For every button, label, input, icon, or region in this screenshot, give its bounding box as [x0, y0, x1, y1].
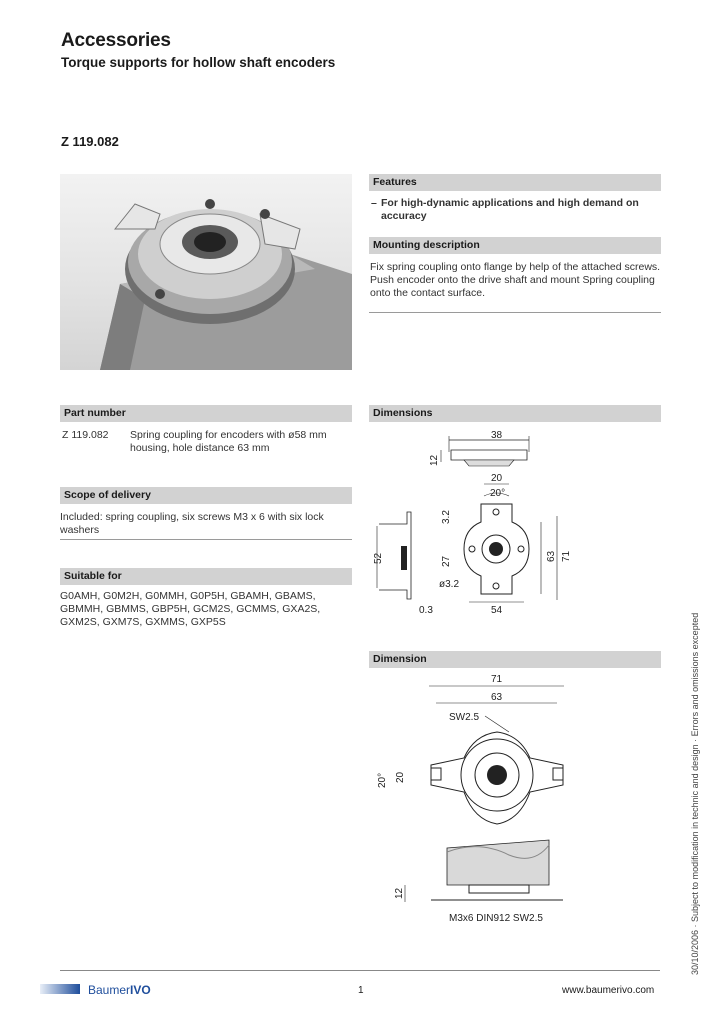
dim-phi-3-2: ø3.2 — [439, 579, 460, 590]
dim-20-deg: 20° — [490, 488, 506, 499]
brand-bar-icon — [40, 984, 80, 994]
suitable-heading: Suitable for — [60, 568, 352, 585]
dim-71: 71 — [561, 550, 572, 562]
dim2-screw: M3x6 DIN912 SW2.5 — [449, 913, 543, 924]
dim-27: 27 — [441, 555, 452, 567]
page-title: Accessories — [61, 30, 171, 51]
suitable-text: G0AMH, G0M2H, G0MMH, G0P5H, GBAMH, GBAMS, GBMMH, GBMMS, GBP5H, GCM2S, GCMMS, GXA2S, GXM2S, GXM7S, GXMMS, GXP5S — [60, 590, 321, 628]
product-photo — [60, 174, 352, 370]
product-code: Z 119.082 — [61, 134, 119, 149]
dim2-63: 63 — [491, 692, 503, 703]
dim-63: 63 — [546, 550, 557, 562]
dimension-drawing — [369, 670, 661, 935]
scope-text: Included: spring coupling, six screws M3 x 6 with six lock washers — [60, 511, 324, 536]
dim-52: 52 — [373, 552, 384, 564]
dim-0-3: 0.3 — [419, 605, 433, 616]
brand-logo[interactable] — [88, 983, 151, 997]
page-subtitle: Torque supports for hollow shaft encoders — [61, 55, 336, 70]
dim-3-2: 3.2 — [441, 510, 452, 524]
dim-54: 54 — [491, 605, 503, 616]
part-number-heading: Part number — [60, 405, 352, 422]
dim2-sw: SW2.5 — [449, 712, 480, 723]
scope-heading: Scope of delivery — [60, 487, 352, 504]
dimensions-heading: Dimensions — [369, 405, 661, 422]
divider — [369, 312, 661, 313]
dimensions-drawing — [369, 424, 661, 620]
dim-38: 38 — [491, 430, 503, 441]
dim2-71: 71 — [491, 674, 503, 685]
mounting-text: Fix spring coupling onto flange by help of the attached screws. Push encoder onto the drive shaft and mount Spring coupling onto the contact surface. — [370, 261, 661, 299]
footer-rule — [60, 970, 660, 971]
dim2-12: 12 — [394, 887, 405, 899]
mounting-heading: Mounting description — [369, 237, 661, 254]
features-item: For high-dynamic applications and high demand on accuracy — [381, 197, 639, 222]
features-bullet: – — [371, 197, 377, 209]
dim-12-top: 12 — [429, 454, 440, 466]
divider — [60, 539, 352, 540]
dim-20: 20 — [491, 473, 503, 484]
website-link[interactable]: www.baumerivo.com — [562, 985, 655, 996]
features-heading: Features — [369, 174, 661, 191]
side-note: 30/10/2006 · Subject to modification in technic and design · Errors and omissions excepted — [690, 612, 700, 975]
part-number-description: Spring coupling for encoders with ø58 mm housing, hole distance 63 mm — [130, 429, 327, 454]
dimension-heading: Dimension — [369, 651, 661, 668]
page-number: 1 — [358, 985, 364, 996]
brand-suffix: IVO — [130, 983, 151, 997]
part-number-code: Z 119.082 — [62, 429, 109, 441]
brand-name: Baumer — [88, 983, 131, 997]
dim2-20: 20 — [395, 771, 406, 783]
dim2-20-deg: 20° — [377, 772, 388, 788]
